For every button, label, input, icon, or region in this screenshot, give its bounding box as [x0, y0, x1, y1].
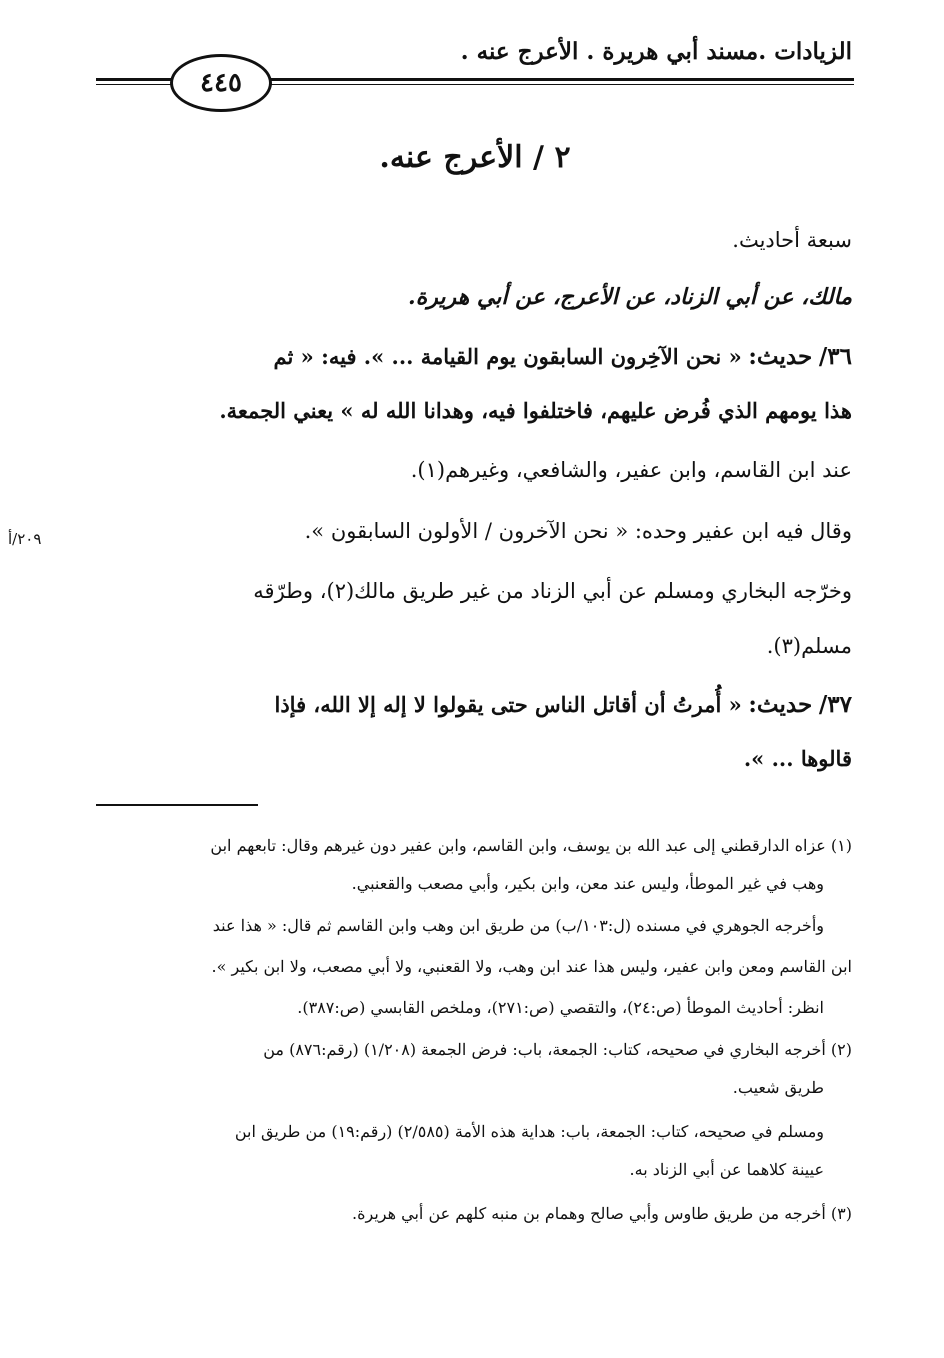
intro-line: سبعة أحاديث. [732, 228, 852, 252]
footnote-1-line-4: ابن القاسم ومعن وابن عفير، وليس هذا عند ابن وهب، ولا القعنبي، ولا أبي مصعب، ولا ابن بكير ». [211, 957, 852, 976]
footnote-2-line-1: (٢) أخرجه البخاري في صحيحه، كتاب: الجمعة، باب: فرض الجمعة (١/٢٠٨) (رقم:٨٧٦) من [263, 1040, 852, 1059]
hadith-36-narrators: عند ابن القاسم، وابن عفير، والشافعي، وغيرهم(١). [410, 458, 852, 482]
hadith-37-text: « أُمرتُ أن أقاتل الناس حتى يقولوا لا إله إلا الله، فإذا [274, 692, 742, 717]
running-header-title: الزيادات .مسند أبي هريرة . الأعرج عنه . [460, 38, 852, 65]
footnote-1-line-1: (١) عزاه الدارقطني إلى عبد الله بن يوسف، وابن القاسم، وابن عفير دون غيرهم وقال: تابعهم ابن [210, 836, 852, 855]
hadith-37-line-1 [82, 690, 852, 720]
hadith-36-takhrij: وخرّجه البخاري ومسلم عن أبي الزناد من غير طريق مالك(٢)، وطرّقه [253, 579, 852, 603]
manuscript-folio-note: ٢٠٩/أ [8, 530, 42, 548]
footnote-2-line-3: ومسلم في صحيحه، كتاب: الجمعة، باب: هداية هذه الأمة (٢/٥٨٥) (رقم:١٩) من طريق ابن [234, 1122, 824, 1141]
isnad-chain: مالك، عن أبي الزناد، عن الأعرج، عن أبي هريرة. [408, 284, 852, 310]
hadith-37-line-2: قالوها ... ». [743, 746, 852, 771]
footnote-3-line-1: (٣) أخرجه من طريق طاوس وأبي صالح وهمام بن منبه كلهم عن أبي هريرة. [352, 1204, 852, 1223]
hadith-36-label: حديث: [748, 343, 813, 370]
footnote-1-line-5: انظر: أحاديث الموطأ (ص:٢٤)، والتقصي (ص:٢٧١)، وملخص القابسي (ص:٣٨٧). [297, 998, 824, 1017]
hadith-36-variant: وقال فيه ابن عفير وحده: « نحن الآخرون / الأولون السابقون ». [304, 519, 852, 543]
hadith-36-text: « نحن الآخِرون السابقون يوم القيامة ... ». فيه: « ثم [273, 344, 742, 369]
footnote-1-line-2: وهب في غير الموطأ، وليس عند معن، وابن بكير، وأبي مصعب والقعنبي. [351, 874, 824, 893]
footnote-2-line-2: طريق شعيب. [732, 1078, 824, 1097]
hadith-36-line-2: هذا يومهم الذي فُرض عليهم، فاختلفوا فيه، وهدانا الله له » يعني الجمعة. [219, 398, 852, 423]
section-heading: ٢ / الأعرج عنه. [379, 140, 571, 175]
page-number [170, 54, 272, 112]
footnote-separator [96, 804, 258, 806]
hadith-36-line-1 [82, 342, 852, 372]
hadith-37-label: حديث: [748, 691, 813, 718]
hadith-36-takhrij-end: مسلم(٣). [766, 634, 852, 658]
page-number-text: ٤٤٥ [200, 68, 242, 98]
footnote-1-line-3: وأخرجه الجوهري في مسنده (ل:١٠٣/ب) من طريق ابن وهب وابن القاسم ثم قال: « هذا عند [212, 916, 824, 935]
footnote-2-line-4: عيينة كلاهما عن أبي الزناد به. [629, 1160, 824, 1179]
hadith-36-number: ٣٦/ [818, 343, 852, 370]
hadith-37-number: ٣٧/ [818, 691, 852, 718]
